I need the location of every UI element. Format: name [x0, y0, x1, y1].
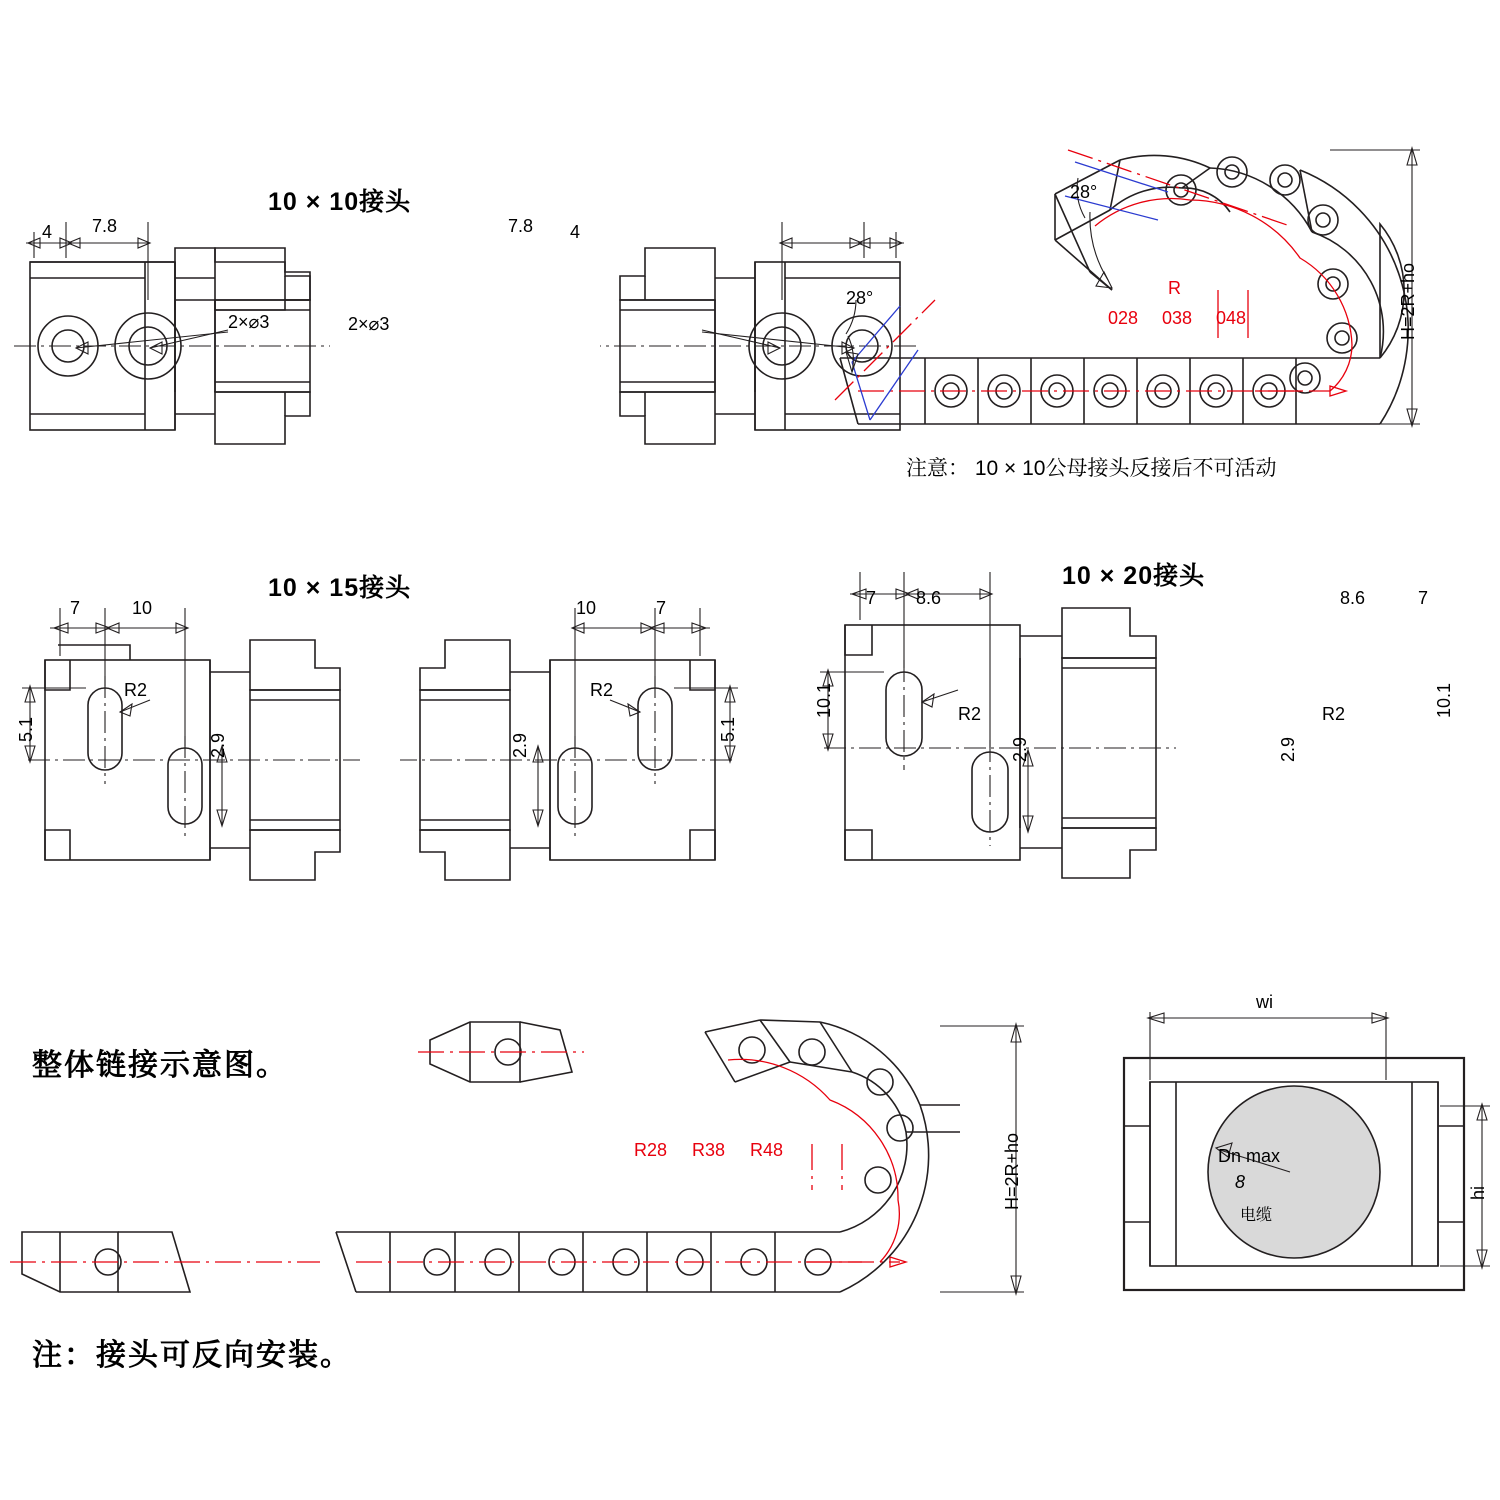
hole-callout-right: 2×⌀3 — [348, 314, 390, 334]
bend-chain-top — [835, 148, 1420, 426]
radius-028: 028 — [1108, 308, 1139, 328]
dim-10x15-height-left: 5.1 — [16, 716, 36, 742]
dim-10x10-left-2: 7.8 — [92, 216, 118, 236]
title-10x20: 10 × 20接头 — [1062, 562, 1206, 590]
label-cable-cn: 电缆 — [1240, 1207, 1273, 1224]
radius-label-top: R — [1168, 278, 1181, 298]
dim-10x10-left-1: 4 — [42, 222, 53, 242]
dim-10x15-inner-right: 2.9 — [510, 732, 530, 758]
dim-10x20-height-right: 10.1 — [1434, 682, 1454, 718]
title-10x10: 10 × 10接头 — [268, 188, 412, 216]
height-label-top: H=2R+ho — [1398, 262, 1418, 340]
dim-10x20-inner-right: 2.9 — [1278, 736, 1298, 762]
dim-10x20-right-2: 7 — [1418, 588, 1429, 608]
dim-10x15-height-right: 5.1 — [718, 716, 738, 742]
dim-10x20-right-1: 8.6 — [1340, 588, 1366, 608]
dim-10x15-left-1: 7 — [70, 598, 81, 618]
dim-10x20-left-2: 8.6 — [916, 588, 942, 608]
angle-upper-label: 28° — [1070, 182, 1098, 202]
radius-10x15-right: R2 — [590, 680, 614, 700]
radius-R48: R48 — [750, 1140, 784, 1160]
dim-10x15-right-1: 10 — [576, 598, 597, 618]
dim-10x15-inner-left: 2.9 — [208, 732, 228, 758]
label-dn-max: Dn max — [1218, 1146, 1281, 1166]
radius-10x20-right: R2 — [1322, 704, 1346, 724]
dim-10x10-right-1: 7.8 — [508, 216, 534, 236]
radius-10x15-left: R2 — [124, 680, 148, 700]
height-label-bottom: H=2R+ho — [1002, 1132, 1022, 1210]
label-dn-value: 8 — [1235, 1172, 1246, 1192]
angle-lower-label: 28° — [846, 288, 874, 308]
part-10x15-right — [400, 608, 738, 880]
dim-10x15-left-2: 10 — [132, 598, 153, 618]
title-10x15: 10 × 15接头 — [268, 574, 412, 602]
part-10x10-right — [600, 222, 916, 444]
hole-callout-left: 2×⌀3 — [228, 312, 270, 332]
radius-10x20-left: R2 — [958, 704, 982, 724]
label-hi: hi — [1468, 1185, 1488, 1200]
part-10x20-left — [820, 572, 1176, 878]
dim-10x20-height-left: 10.1 — [814, 682, 834, 718]
label-wi: wi — [1256, 992, 1273, 1012]
radius-048: 048 — [1216, 308, 1247, 328]
dim-10x20-left-1: 7 — [866, 588, 877, 608]
radius-R28: R28 — [634, 1140, 668, 1160]
note-top-right: 注意： 10 × 10公母接头反接后不可活动 — [906, 457, 1277, 480]
note-bottom: 注：接头可反向安装。 — [32, 1339, 352, 1372]
radius-R38: R38 — [692, 1140, 726, 1160]
dim-10x10-right-2: 4 — [570, 222, 581, 242]
overall-diagram-label: 整体链接示意图。 — [32, 1049, 288, 1082]
part-10x15-left — [22, 608, 360, 880]
dim-10x20-inner-left: 2.9 — [1010, 736, 1030, 762]
part-10x10-left — [14, 222, 330, 444]
cross-section-view — [1124, 1012, 1490, 1290]
dim-10x15-right-2: 7 — [656, 598, 667, 618]
radius-038: 038 — [1162, 308, 1193, 328]
